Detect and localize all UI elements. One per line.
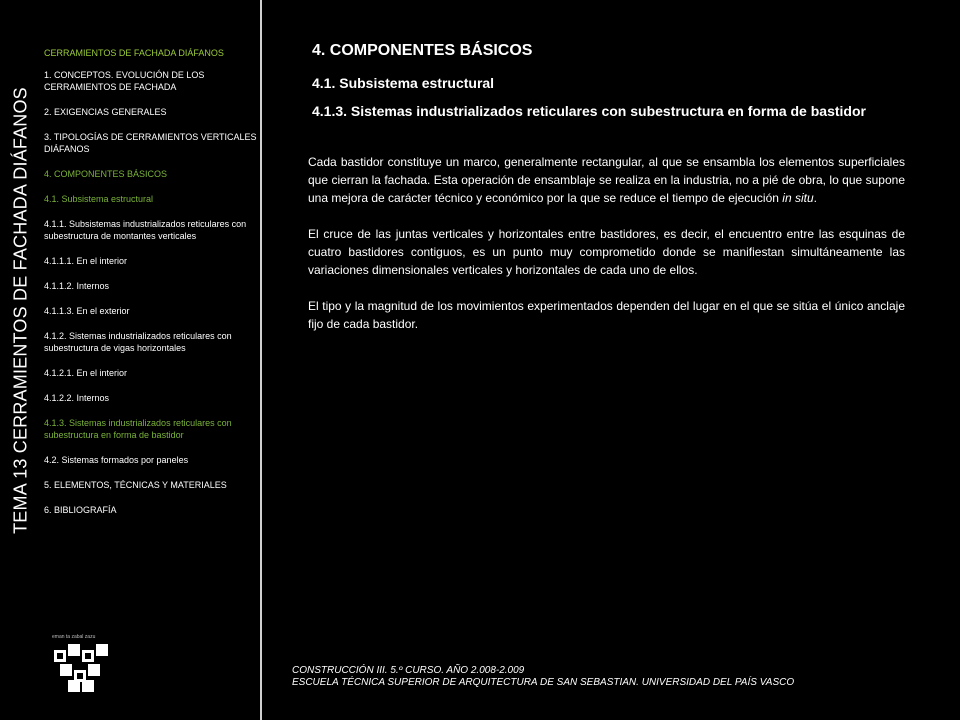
- nav-item-4-2[interactable]: 4.2. Sistemas formados por paneles: [44, 455, 189, 465]
- nav-item-1[interactable]: 1. CONCEPTOS. EVOLUCIÓN DE LOS CERRAMIENTOS DE FACHADA: [44, 70, 205, 92]
- nav-item-4[interactable]: 4. COMPONENTES BÁSICOS: [44, 169, 168, 179]
- footer-course: CONSTRUCCIÓN III. 5.º CURSO. AÑO 2.008-2.009: [292, 665, 525, 676]
- footer: [292, 665, 794, 689]
- nav-item-4-1-2[interactable]: 4.1.2. Sistemas industrializados reticulares con subestructura de vigas horizontales: [44, 331, 232, 353]
- section-subheading: 4.1. Subsistema estructural: [312, 75, 495, 91]
- nav-item-6[interactable]: 6. BIBLIOGRAFÍA: [44, 505, 117, 515]
- nav-item-4-1-2-2[interactable]: 4.1.2.2. Internos: [44, 393, 110, 403]
- paragraph-1-text: Cada bastidor constituye un marco, generalmente rectangular, al que se ensambla los elementos superficiales que cierran la fachada. Esta operación de ensamblaje se realiza en la industria, no a pié de obra, lo que supone una mejora de carácter técnico y económico por la que se reduce el tiempo de ejecución: [308, 155, 905, 205]
- paragraph-2: El cruce de las juntas verticales y horizontales entre bastidores, es decir, el encuentro entre las esquinas de cuatro bastidores contiguos, es un punto muy comprometido donde se manifiestan simultáneamente las variaciones dimensionales verticales y horizontales de cada uno de ellos.: [308, 227, 905, 277]
- sidebar-nav: [44, 47, 258, 529]
- upv-logo-icon: [52, 642, 112, 694]
- subsection-subheading: 4.1.3. Sistemas industrializados reticulares con subestructura en forma de bastidor: [312, 103, 866, 119]
- nav-item-2[interactable]: 2. EXIGENCIAS GENERALES: [44, 107, 167, 117]
- nav-item-4-1-3[interactable]: 4.1.3. Sistemas industrializados reticulares con subestructura en forma de bastidor: [44, 418, 232, 440]
- nav-item-4-1-1[interactable]: 4.1.1. Subsistemas industrializados reticulares con subestructura de montantes verticales: [44, 219, 247, 241]
- nav-item-cerramientos[interactable]: CERRAMIENTOS DE FACHADA DIÁFANOS: [44, 48, 224, 58]
- paragraph-1-end: .: [813, 191, 817, 205]
- nav-item-4-1-1-3[interactable]: 4.1.1.3. En el exterior: [44, 306, 130, 316]
- nav-item-4-1-2-1[interactable]: 4.1.2.1. En el interior: [44, 368, 128, 378]
- footer-school: ESCUELA TÉCNICA SUPERIOR DE ARQUITECTURA DE SAN SEBASTIAN. UNIVERSIDAD DEL PAÍS VASCO: [292, 677, 795, 688]
- page-heading: 4. COMPONENTES BÁSICOS: [312, 42, 533, 59]
- paragraph-1: [308, 153, 905, 207]
- logo-caption: eman ta zabal zazu: [52, 634, 96, 640]
- nav-item-4-1[interactable]: 4.1. Subsistema estructural: [44, 194, 154, 204]
- nav-item-5[interactable]: 5. ELEMENTOS, TÉCNICAS Y MATERIALES: [44, 480, 227, 490]
- university-logo: [50, 632, 120, 692]
- nav-item-4-1-1-1[interactable]: 4.1.1.1. En el interior: [44, 256, 128, 266]
- nav-item-4-1-1-2[interactable]: 4.1.1.2. Internos: [44, 281, 110, 291]
- paragraph-3: El tipo y la magnitud de los movimientos experimentados dependen del lugar en el que se sitúa el único anclaje fijo de cada bastidor.: [308, 299, 905, 331]
- sidebar: [0, 0, 260, 720]
- body-text: [308, 153, 905, 351]
- vertical-title-text: TEMA 13 CERRAMIENTOS DE FACHADA DIÁFANOS: [10, 87, 31, 534]
- main-content: [262, 0, 960, 720]
- nav-item-3[interactable]: 3. TIPOLOGÍAS DE CERRAMIENTOS VERTICALES DIÁFANOS: [44, 132, 257, 154]
- paragraph-1-italic: in situ: [782, 191, 814, 205]
